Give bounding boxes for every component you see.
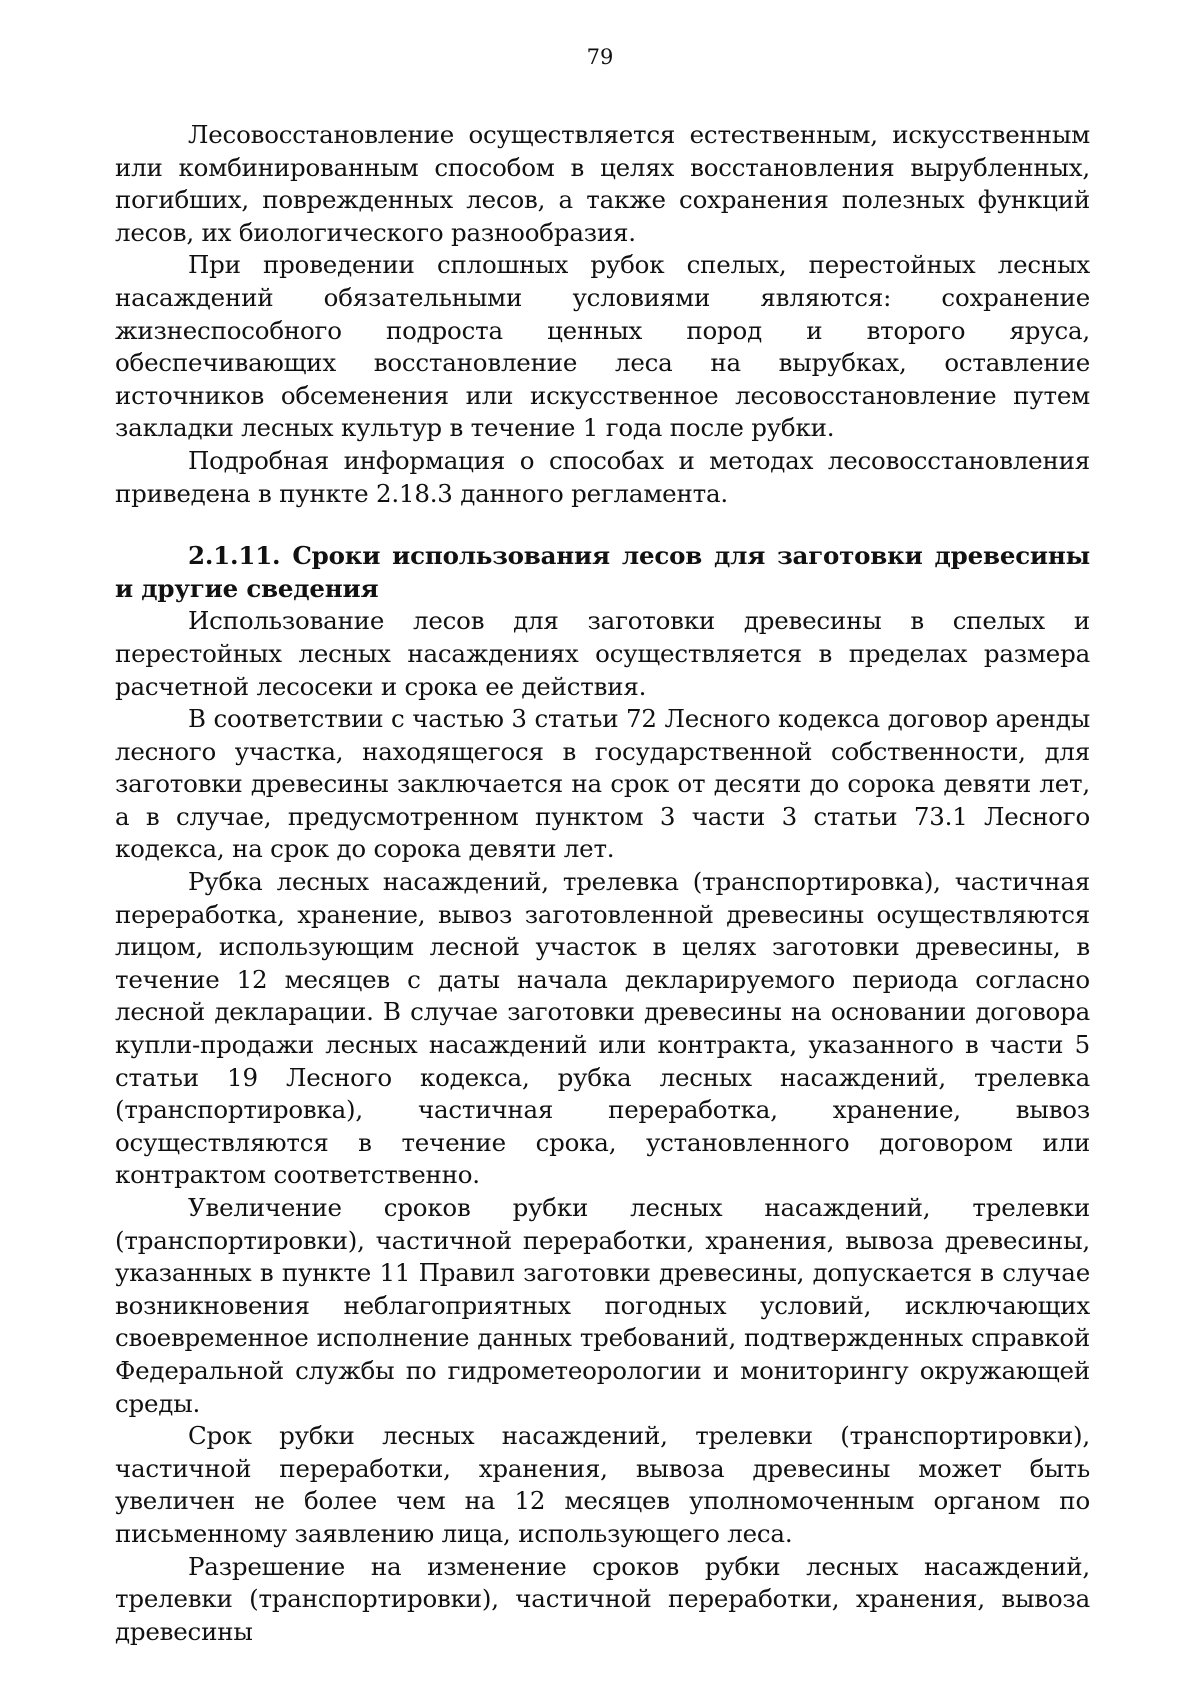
- paragraph-reforestation-methods: Лесовосстановление осуществляется естественным, искусственным или комбинированным способом в целях восстановления вырубленных, погибших, поврежденных лесов, а также сохранения полезных функций лесов, их биологического разнообразия.: [115, 120, 1090, 247]
- paragraph-term-change-permission: Разрешение на изменение сроков рубки лесных насаждений, трелевки (транспортировки), частичной переработки, хранения, вывоза древесины: [115, 1551, 1090, 1646]
- page-number: 79: [586, 45, 614, 69]
- paragraph-term-extension-weather: Увеличение сроков рубки лесных насаждений, трелевки (транспортировки), частичной переработки, хранения, вывоза древесины, указанных в пункте 11 Правил заготовки древесины, допускается в случае возникновения неблагоприятных погодных условий, исключающих своевременное исполнение данных требований, подтвержденных справкой Федеральной службы по гидрометеорологии и мониторингу окружающей среды.: [115, 1193, 1090, 1418]
- paragraph-term-extension-12-months: Срок рубки лесных насаждений, трелевки (транспортировки), частичной переработки, хранения, вывоза древесины может быть увеличен не более чем на 12 месяцев уполномоченным органом по письменному заявлению лица, использующего леса.: [115, 1421, 1090, 1548]
- paragraph-lease-term: В соответствии с частью 3 статьи 72 Лесного кодекса договор аренды лесного участка, находящегося в государственной собственности, для заготовки древесины заключается на срок от десяти до сорока девяти лет, а в случае, предусмотренном пунктом 3 части 3 статьи 73.1 Лесного кодекса, на срок до сорока девяти лет.: [115, 704, 1090, 864]
- section-heading-2-1-11: 2.1.11. Сроки использования лесов для заготовки древесины и другие сведения: [115, 541, 1090, 603]
- paragraph-allowable-cut-usage: Использование лесов для заготовки древесины в спелых и перестойных лесных насаждениях осуществляется в пределах размера расчетной лесосеки и срока ее действия.: [115, 606, 1090, 701]
- page-content: [115, 119, 1090, 1648]
- paragraph-harvesting-period: Рубка лесных насаждений, трелевка (транспортировка), частичная переработка, хранение, вывоз заготовленной древесины осуществляются лицом, использующим лесной участок в целях заготовки древесины, в течение 12 месяцев с даты начала декларируемого периода согласно лесной декларации. В случае заготовки древесины на основании договора купли-продажи лесных насаждений или контракта, указанного в части 5 статьи 19 Лесного кодекса, рубка лесных насаждений, трелевка (транспортировка), частичная переработка, хранение, вывоз осуществляются в течение срока, установленного договором или контрактом соответственно.: [115, 867, 1090, 1190]
- paragraph-clear-cutting-conditions: При проведении сплошных рубок спелых, перестойных лесных насаждений обязательными условиями являются: сохранение жизнеспособного подроста ценных пород и второго яруса, обеспечивающих восстановление леса на вырубках, оставление источников обсеменения или искусственное лесовосстановление путем закладки лесных культур в течение 1 года после рубки.: [115, 250, 1090, 443]
- paragraph-reforestation-reference: Подробная информация о способах и методах лесовосстановления приведена в пункте 2.18.3 данного регламента.: [115, 445, 1090, 508]
